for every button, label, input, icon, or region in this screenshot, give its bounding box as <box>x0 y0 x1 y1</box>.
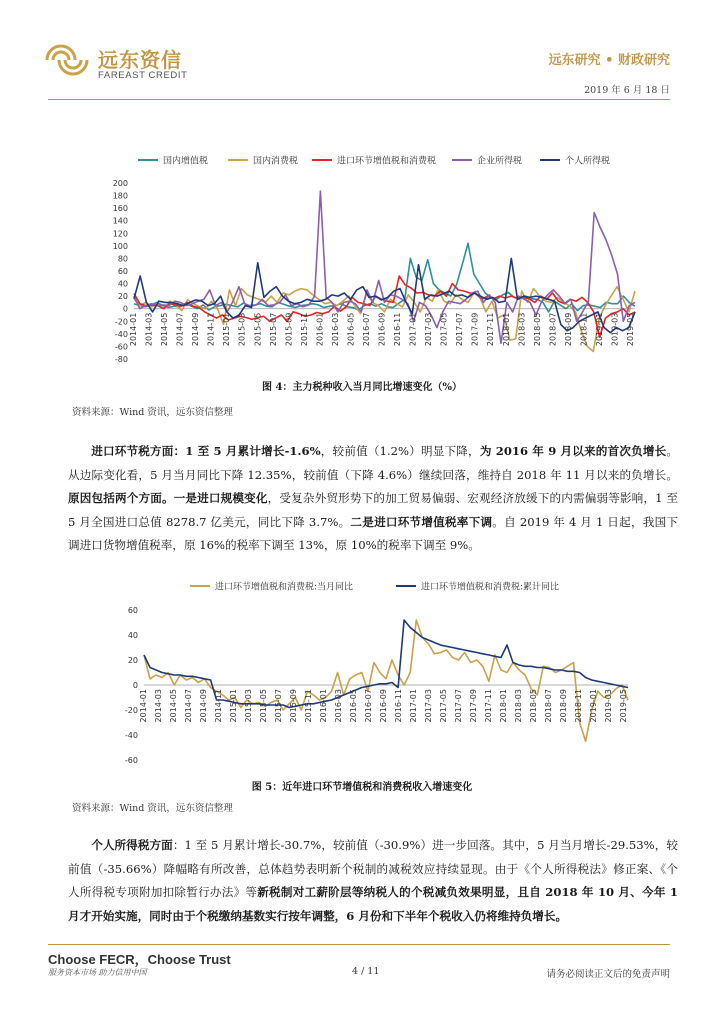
x-tick-label: 2014-09 <box>199 689 208 723</box>
x-tick-label: 2018-07 <box>544 689 553 723</box>
paragraph-import-tax <box>68 440 678 558</box>
x-tick-label: 2015-01 <box>222 312 232 347</box>
disclaimer-note: 请务必阅读正文后的免责声明 <box>546 969 670 980</box>
x-tick-label: 2019-05 <box>619 689 628 723</box>
figure5-source: 资料来源：Wind 资讯，远东资信整理 <box>72 803 233 814</box>
company-name-en: FAREAST CREDIT <box>98 70 188 81</box>
x-tick-label: 2019-01 <box>589 689 598 723</box>
footer-slogan: Choose FECR，Choose Trust <box>48 952 231 967</box>
y-tick-label: 20 <box>117 292 128 302</box>
figure4-source: 资料来源：Wind 资讯，远东资信整理 <box>72 407 233 418</box>
x-tick-label: 2015-11 <box>299 312 309 347</box>
x-tick-label: 2018-05 <box>532 312 542 347</box>
legend-label: 国内增值税 <box>163 156 209 167</box>
x-tick-label: 2014-07 <box>184 689 193 723</box>
x-tick-label: 2017-01 <box>408 312 418 347</box>
x-tick-label: 2019-03 <box>604 689 613 723</box>
para2-text1: ：1 至 5 月累计增长-30.7%，较前值（-30.9%）进一步回落。其中，5 月当月增长-29.53%，较前值（-35.66%）降幅略有所改善，总体趋势表明新个税制的减税效应持续显现。由于《个人所得税法》修正案、《个人所得税专项附加扣除暂行办法》等 <box>68 838 678 899</box>
x-tick-label: 2015-05 <box>253 312 263 347</box>
x-tick-label: 2018-09 <box>563 312 573 347</box>
para2-lead: 个人所得税方面 <box>91 838 173 852</box>
x-tick-label: 2018-01 <box>501 312 511 347</box>
y-tick-label: -20 <box>114 317 128 327</box>
x-tick-label: 2019-01 <box>594 312 604 347</box>
y-tick-label: 20 <box>127 656 138 665</box>
x-tick-label: 2014-07 <box>175 312 185 347</box>
x-tick-label: 2016-03 <box>334 689 343 723</box>
legend-label: 个人所得税 <box>565 156 611 167</box>
x-tick-label: 2018-05 <box>529 689 538 723</box>
y-tick-label: 60 <box>127 606 138 615</box>
y-tick-label: 100 <box>112 241 128 251</box>
x-tick-label: 2015-09 <box>289 689 298 723</box>
x-tick-label: 2015-01 <box>229 689 238 723</box>
x-tick-label: 2014-09 <box>191 312 201 347</box>
x-tick-label: 2017-03 <box>424 312 434 347</box>
import-tax-chart <box>100 578 640 768</box>
y-tick-label: 40 <box>127 631 138 640</box>
x-tick-label: 2018-01 <box>499 689 508 723</box>
footer-subslogan: 服务资本市场 助力信用中国 <box>48 968 147 977</box>
fareast-logo-icon <box>43 40 91 80</box>
page-number: 4 / 11 <box>352 966 380 977</box>
x-tick-label: 2019-05 <box>626 312 635 347</box>
x-tick-label: 2017-09 <box>469 689 478 723</box>
y-tick-label: -60 <box>114 342 128 352</box>
x-tick-label: 2014-05 <box>169 689 178 723</box>
para1-bold3: 二是进口环节增值税率下调 <box>350 514 493 529</box>
x-tick-label: 2015-03 <box>237 312 247 347</box>
legend-label: 国内消费税 <box>253 156 299 167</box>
company-name-cn: 远东资信 <box>98 48 182 72</box>
para1-text2: 。从边际变化看，5 月当月同比下降 12.35%，较前值（下降 4.6%）继续回落，维持自 2018 年 11 月以来的负增长。 <box>68 444 678 482</box>
x-tick-label: 2014-03 <box>154 689 163 723</box>
x-tick-label: 2018-11 <box>579 312 589 347</box>
x-tick-label: 2017-07 <box>455 312 465 347</box>
para1-text3: ，受复杂外贸形势下的加工贸易偏弱、宏观经济放缓下的内需偏弱等影响，1 至 5 月全国进口总值 8278.7 亿美元，同比下降 3.7%。 <box>68 491 678 529</box>
x-tick-label: 2014-01 <box>129 312 138 347</box>
figure4-caption: 图 4：主力税种收入当月同比增速变化（%） <box>262 382 462 393</box>
x-tick-label: 2015-11 <box>304 689 313 723</box>
x-tick-label: 2016-05 <box>349 689 358 723</box>
para1-bold1: 为 2016 年 9 月以来的首次负增长 <box>479 444 667 458</box>
x-tick-label: 2014-05 <box>160 312 170 347</box>
x-tick-label: 2017-07 <box>454 689 463 723</box>
y-tick-label: 200 <box>112 179 128 188</box>
x-tick-label: 2019-03 <box>610 312 620 347</box>
y-tick-label: -40 <box>114 329 128 339</box>
x-tick-label: 2016-07 <box>364 689 373 723</box>
x-tick-label: 2014-11 <box>206 312 216 347</box>
y-tick-label: -60 <box>124 756 138 765</box>
legend-label: 进口环节增值税和消费税:当月同比 <box>215 582 354 593</box>
legend-label: 企业所得税 <box>477 156 523 167</box>
report-section: 远东研究 • 财政研究 <box>548 53 670 68</box>
y-tick-label: 60 <box>117 267 128 276</box>
y-tick-label: 180 <box>112 191 128 201</box>
para1-text1: ，较前值（1.2%）明显下降， <box>320 444 480 458</box>
x-tick-label: 2016-09 <box>377 312 387 347</box>
y-tick-label: 80 <box>117 254 128 264</box>
x-tick-label: 2017-05 <box>439 689 448 723</box>
y-tick-label: 120 <box>112 229 128 239</box>
x-tick-label: 2018-09 <box>559 689 568 723</box>
x-tick-label: 2017-05 <box>439 312 449 347</box>
x-tick-label: 2014-11 <box>214 689 223 723</box>
paragraph-income-tax <box>68 834 678 928</box>
x-tick-label: 2014-01 <box>139 689 148 723</box>
para1-text4: 。自 2019 年 4 月 1 日起，我国下调进口货物增值税率，原 16%的税率下调至 13%，原 10%的税率下调至 9%。 <box>68 514 678 552</box>
x-tick-label: 2015-07 <box>268 312 278 347</box>
x-tick-label: 2017-03 <box>424 689 433 723</box>
x-tick-label: 2017-01 <box>409 689 418 723</box>
figure5-caption: 图 5：近年进口环节增值税和消费税收入增速变化 <box>251 782 473 793</box>
y-tick-label: -40 <box>124 731 138 740</box>
y-tick-label: 0 <box>132 681 138 690</box>
x-tick-label: 2016-11 <box>394 689 403 723</box>
x-tick-label: 2015-05 <box>259 689 268 723</box>
x-tick-label: 2015-03 <box>244 689 253 723</box>
x-tick-label: 2018-03 <box>514 689 523 723</box>
para1-bold2: 原因包括两个方面。一是进口规模变化 <box>68 491 268 505</box>
x-tick-label: 2016-03 <box>330 312 340 347</box>
x-tick-label: 2015-09 <box>284 312 294 347</box>
legend-label: 进口环节增值税和消费税:累计同比 <box>421 582 560 593</box>
y-tick-label: 160 <box>112 204 128 214</box>
legend-label: 进口环节增值税和消费税 <box>337 156 437 167</box>
x-tick-label: 2015-07 <box>274 689 283 723</box>
x-tick-label: 2017-11 <box>486 312 496 347</box>
x-tick-label: 2016-01 <box>315 312 325 347</box>
x-tick-label: 2016-05 <box>346 312 356 347</box>
x-tick-label: 2018-07 <box>548 312 558 347</box>
report-date: 2019 年 6 月 18 日 <box>584 85 670 96</box>
para2-bold1: 新税制对工薪阶层等纳税人的个税减负效果明显，且自 2018 年 10 月、今年 1 月才开始实施，同时由于个税缴纳基数实行按年调整，6 月份和下半年个税收入仍将维持负增长。 <box>68 885 678 923</box>
x-tick-label: 2016-01 <box>319 689 328 723</box>
y-tick-label: -20 <box>124 706 138 715</box>
x-tick-label: 2018-11 <box>574 689 583 723</box>
x-tick-label: 2017-11 <box>484 689 493 723</box>
y-tick-label: -80 <box>114 355 128 364</box>
y-tick-label: 140 <box>112 216 128 226</box>
para1-lead: 进口环节税方面：1 至 5 月累计增长-1.6% <box>91 444 321 458</box>
footer-divider <box>48 944 670 945</box>
x-tick-label: 2014-03 <box>144 312 154 347</box>
header-divider <box>48 99 670 100</box>
y-tick-label: 40 <box>117 279 128 289</box>
y-tick-label: 0 <box>122 304 128 314</box>
x-tick-label: 2016-11 <box>393 312 402 347</box>
x-tick-label: 2017-09 <box>470 312 480 347</box>
tax-growth-chart <box>100 152 640 370</box>
x-tick-label: 2016-09 <box>379 689 388 723</box>
x-tick-label: 2018-03 <box>517 312 527 347</box>
x-tick-label: 2016-07 <box>362 312 371 347</box>
